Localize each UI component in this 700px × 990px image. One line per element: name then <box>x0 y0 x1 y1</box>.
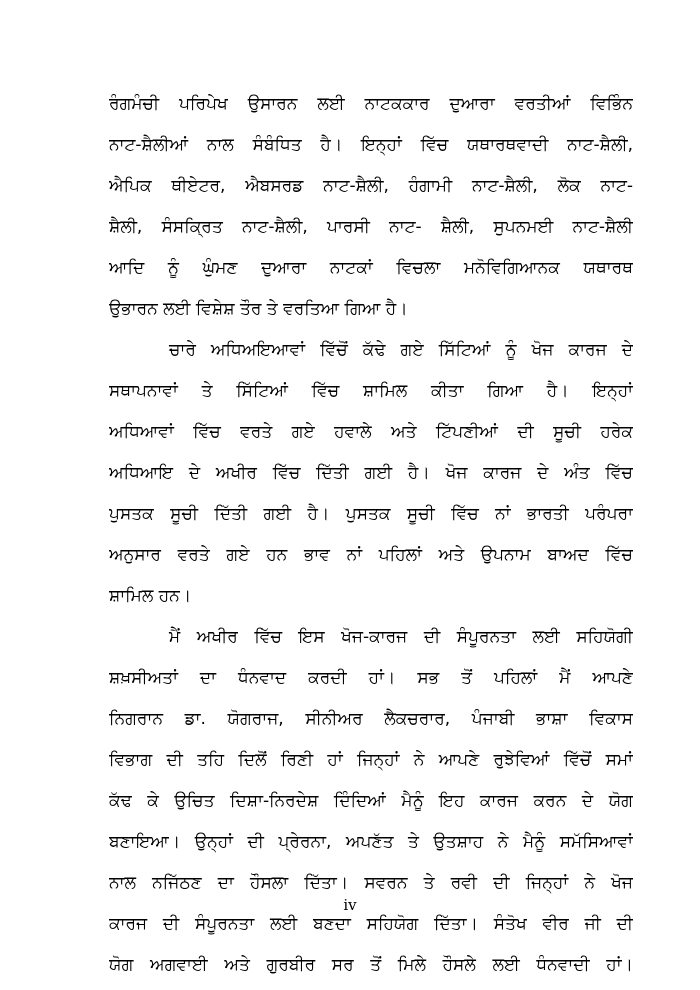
text-line: ਸ਼ਾਮਿਲ ਹਨ। <box>109 586 192 606</box>
text-line: ਯੋਗ ਅਗਵਾਈ ਅਤੇ ਗੁਰਬੀਰ ਸਰ ਤੋਂ ਮਿਲੇ ਹੌਸਲੇ ਲਈ ਧੰਨਵਾਦੀ ਹਾਂ। <box>109 955 633 975</box>
text-line: ਸ਼ੈਲੀ, ਸੰਸਕ੍ਰਿਤ ਨਾਟ-ਸ਼ੈਲੀ, ਪਾਰਸੀ ਨਾਟ- ਸ਼ੈਲੀ, ਸੁਪਨਮਈ ਨਾਟ-ਸ਼ੈਲੀ <box>109 217 633 237</box>
text-line: ਵਿਭਾਗ ਦੀ ਤਹਿ ਦਿਲੋਂ ਰਿਣੀ ਹਾਂ ਜਿਨ੍ਹਾਂ ਨੇ ਆਪਣੇ ਰੁਝੇਵਿਆਂ ਵਿੱਚੋਂ ਸਮਾਂ <box>109 750 633 770</box>
text-line: ਚਾਰੇ ਅਧਿਅਇਆਵਾਂ ਵਿੱਚੋਂ ਕੱਢੇ ਗਏ ਸਿੱਟਿਆਂ ਨੂੰ ਖੋਜ ਕਾਰਜ ਦੇ <box>169 340 633 360</box>
text-line: ਸ਼ਖ਼ਸੀਅਤਾਂ ਦਾ ਧੰਨਵਾਦ ਕਰਦੀ ਹਾਂ। ਸਭ ਤੋਂ ਪਹਿਲਾਂ ਮੈਂ ਆਪਣੇ <box>109 668 633 688</box>
text-line: ਪੁਸਤਕ ਸੂਚੀ ਦਿੱਤੀ ਗਈ ਹੈ। ਪੁਸਤਕ ਸੂਚੀ ਵਿੱਚ ਨਾਂ ਭਾਰਤੀ ਪਰੰਪਰਾ <box>109 504 633 524</box>
paragraph-chapters <box>109 330 633 617</box>
text-line: ਨਿਗਰਾਨ ਡਾ. ਯੋਗਰਾਜ, ਸੀਨੀਅਰ ਲੈਕਚਰਾਰ, ਪੰਜਾਬੀ ਭਾਸ਼ਾ ਵਿਕਾਸ <box>109 709 633 729</box>
text-line: ਨਾਲ ਨਜਿੱਠਣ ਦਾ ਹੌਸਲਾ ਦਿੱਤਾ। ਸਵਰਨ ਤੇ ਰਵੀ ਦੀ ਜਿਨ੍ਹਾਂ ਨੇ ਖੋਜ <box>109 873 633 893</box>
text-line: ਉਭਾਰਨ ਲਈ ਵਿਸ਼ੇਸ਼ ਤੌਰ ਤੇ ਵਰਤਿਆ ਗਿਆ ਹੈ। <box>109 299 408 319</box>
page-number: iv <box>343 896 357 914</box>
text-line: ਐਪਿਕ ਥੀਏਟਰ, ਐਬਸਰਡ ਨਾਟ-ਸ਼ੈਲੀ, ਹੰਗਾਮੀ ਨਾਟ-ਸ਼ੈਲੀ, ਲੋਕ ਨਾਟ- <box>109 176 633 196</box>
text-line: ਰੰਗਮੰਚੀ ਪਰਿਪੇਖ ਉਸਾਰਨ ਲਈ ਨਾਟਕਕਾਰ ਦੁਆਰਾ ਵਰਤੀਆਂ ਵਿਭਿੰਨ <box>109 94 633 114</box>
text-line: ਕੱਢ ਕੇ ਉਚਿਤ ਦਿਸ਼ਾ-ਨਿਰਦੇਸ਼ ਦਿੰਦਿਆਂ ਮੈਨੂੰ ਇਹ ਕਾਰਜ ਕਰਨ ਦੇ ਯੋਗ <box>109 791 633 811</box>
text-line: ਕਾਰਜ ਦੀ ਸੰਪੂਰਨਤਾ ਲਈ ਬਣਦਾ ਸਹਿਯੋਗ ਦਿੱਤਾ। ਸੰਤੋਖ ਵੀਰ ਜੀ ਦੀ <box>109 914 633 934</box>
text-line: ਬਣਾਇਆ। ਉਨ੍ਹਾਂ ਦੀ ਪ੍ਰੇਰਨਾ, ਅਪਣੱਤ ਤੇ ਉਤਸ਼ਾਹ ਨੇ ਮੈਨੂੰ ਸਮੱਸਿਆਵਾਂ <box>109 832 633 852</box>
text-line: ਸਥਾਪਨਾਵਾਂ ਤੇ ਸਿੱਟਿਆਂ ਵਿੱਚ ਸ਼ਾਮਿਲ ਕੀਤਾ ਗਿਆ ਹੈ। ਇਨ੍ਹਾਂ <box>109 381 633 401</box>
paragraph-styles <box>109 84 633 330</box>
text-line: ਨਾਟ-ਸ਼ੈਲੀਆਂ ਨਾਲ ਸੰਬੰਧਿਤ ਹੈ। ਇਨ੍ਹਾਂ ਵਿੱਚ ਯਥਾਰਥਵਾਦੀ ਨਾਟ-ਸ਼ੈਲੀ, <box>109 135 633 155</box>
text-line: ਮੈਂ ਅਖੀਰ ਵਿੱਚ ਇਸ ਖੋਜ-ਕਾਰਜ ਦੀ ਸੰਪੂਰਨਤਾ ਲਈ ਸਹਿਯੋਗੀ <box>169 627 633 647</box>
body-text <box>109 84 633 986</box>
text-line: ਆਦਿ ਨੂੰ ਘੁੰਮਣ ਦੁਆਰਾ ਨਾਟਕਾਂ ਵਿਚਲਾ ਮਨੋਵਿਗਿਆਨਕ ਯਥਾਰਥ <box>109 258 633 278</box>
text-line: ਅਧਿਆਇ ਦੇ ਅਖੀਰ ਵਿੱਚ ਦਿੱਤੀ ਗਈ ਹੈ। ਖੋਜ ਕਾਰਜ ਦੇ ਅੰਤ ਵਿੱਚ <box>109 463 633 483</box>
text-line: ਅਨੁਸਾਰ ਵਰਤੇ ਗਏ ਹਨ ਭਾਵ ਨਾਂ ਪਹਿਲਾਂ ਅਤੇ ਉਪਨਾਮ ਬਾਅਦ ਵਿੱਚ <box>109 545 633 565</box>
paragraph-acknowledgements <box>109 617 633 986</box>
text-line: ਅਧਿਆਵਾਂ ਵਿੱਚ ਵਰਤੇ ਗਏ ਹਵਾਲੇ ਅਤੇ ਟਿੱਪਣੀਆਂ ਦੀ ਸੂਚੀ ਹਰੇਕ <box>109 422 633 442</box>
